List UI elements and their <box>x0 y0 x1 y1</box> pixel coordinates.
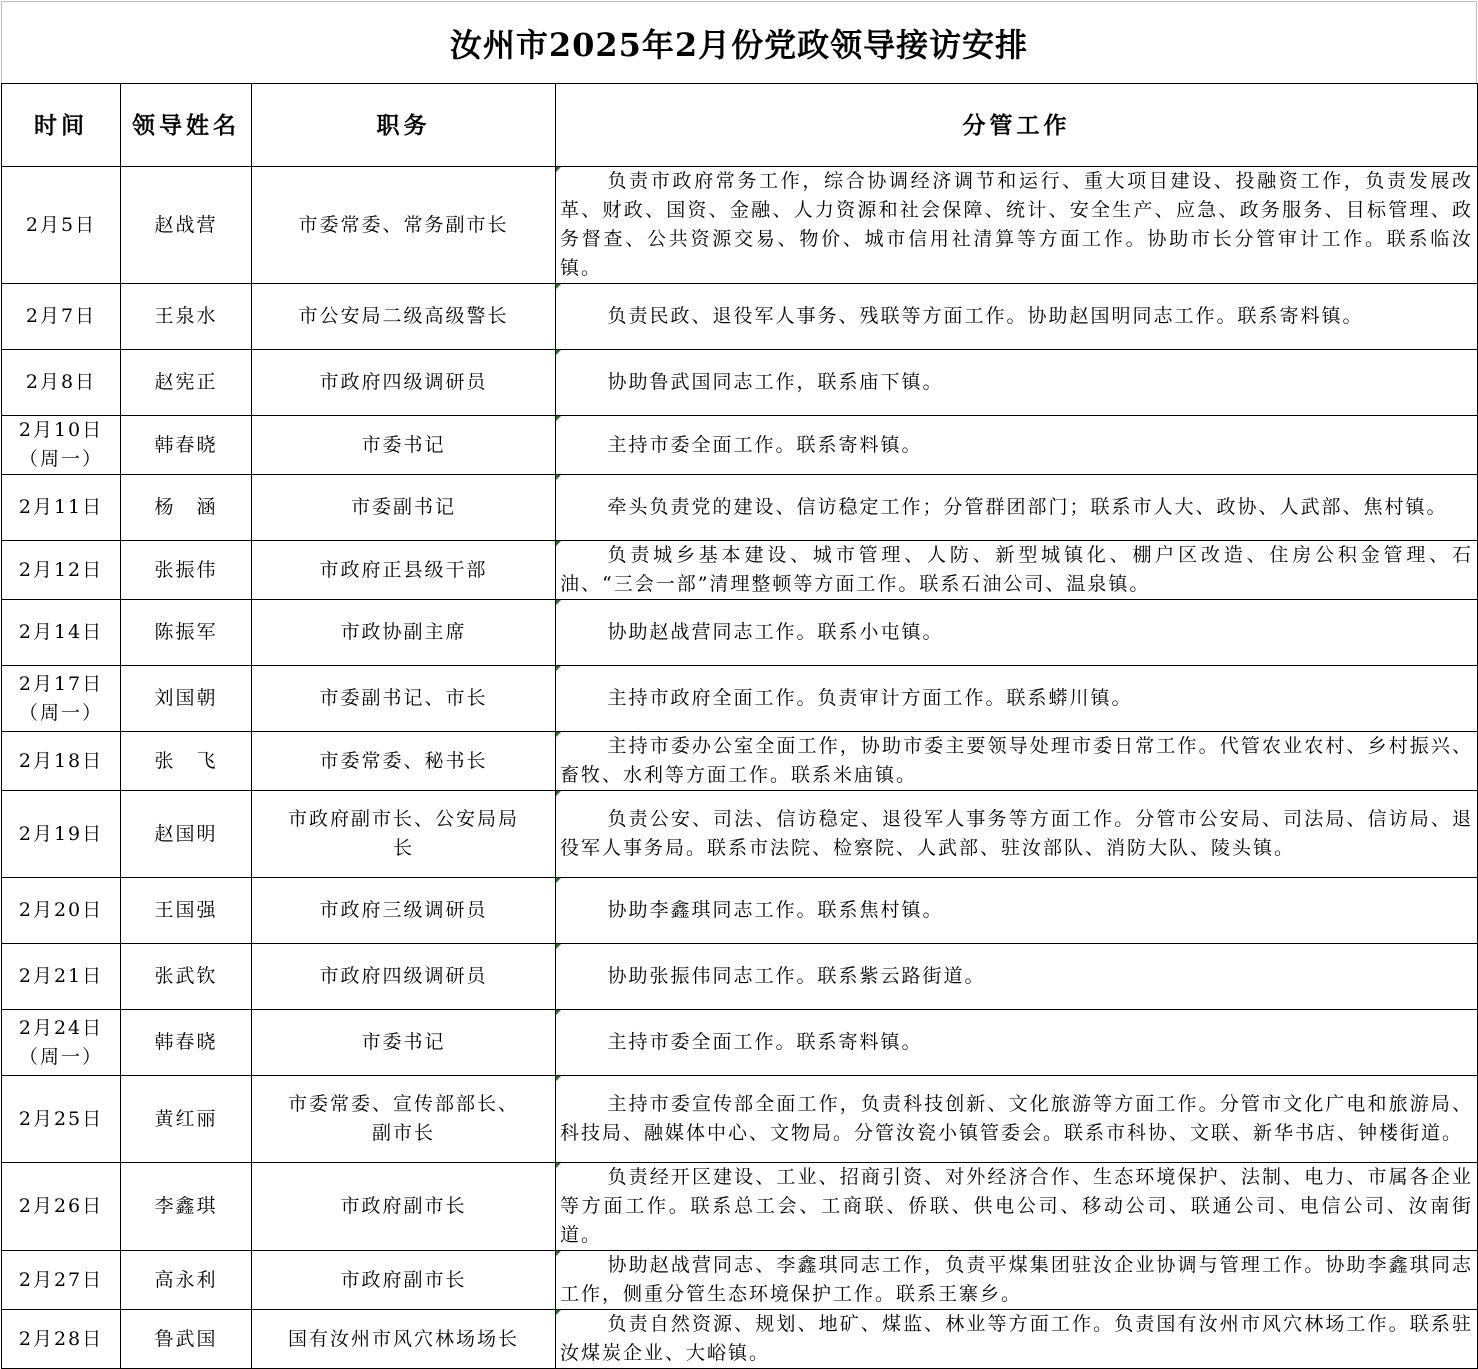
work-cell <box>556 944 1478 1010</box>
work-text: 负责经开区建设、工业、招商引资、对外经济合作、生态环境保护、法制、电力、市属各企业等方面工作。联系总工会、工商联、侨联、供电公司、移动公司、联通公司、电信公司、汝南街道。 <box>560 1166 1473 1246</box>
work-text: 负责公安、司法、信访稳定、退役军人事务等方面工作。分管市公安局、司法局、信访局、退役军人事务局。联系市法院、检察院、人武部、驻汝部队、消防大队、陵头镇。 <box>560 808 1473 859</box>
table-row <box>2 284 1478 350</box>
table-row <box>2 1251 1478 1310</box>
page-title: 汝州市2025年2月份党政领导接访安排 <box>1 1 1477 83</box>
date-text: 2月21日 <box>18 965 104 987</box>
date-text: 2月10日 <box>18 419 104 441</box>
work-cell <box>556 732 1478 791</box>
table-row <box>2 1163 1478 1251</box>
date-text: 2月27日 <box>18 1268 104 1291</box>
date-cell <box>2 416 121 475</box>
position-cell: 市政协副主席 <box>252 600 556 666</box>
work-cell <box>556 666 1478 732</box>
leader-name-cell: 韩春晓 <box>121 1010 252 1076</box>
weekday-text: （周一） <box>18 1045 103 1068</box>
leader-name-cell: 鲁武国 <box>121 1310 252 1369</box>
date-text: 2月12日 <box>18 558 104 581</box>
date-text: 2月26日 <box>18 1195 104 1217</box>
position-cell: 市委副书记 <box>252 475 556 541</box>
date-cell <box>2 541 121 600</box>
date-cell <box>2 1010 121 1076</box>
date-cell <box>2 350 121 416</box>
date-cell <box>2 1251 121 1310</box>
table-row <box>2 944 1478 1010</box>
work-text: 牵头负责党的建设、信访稳定工作；分管群团部门；联系市人大、政协、人武部、焦村镇。 <box>607 496 1448 518</box>
work-text: 主持市委宣传部全面工作，负责科技创新、文化旅游等方面工作。分管市文化广电和旅游局、科技局、融媒体中心、文物局。分管汝瓷小镇管委会。联系市科协、文联、新华书店、钟楼街道。 <box>560 1093 1473 1144</box>
date-cell <box>2 1163 121 1251</box>
leader-name-cell: 高永利 <box>121 1251 252 1310</box>
position-cell: 市委常委、宣传部部长、副市长 <box>252 1076 556 1163</box>
work-cell <box>556 1076 1478 1163</box>
work-text: 主持市委办公室全面工作，协助市委主要领导处理市委日常工作。代管农业农村、乡村振兴、畜牧、水利等方面工作。联系米庙镇。 <box>560 735 1473 786</box>
date-text: 2月28日 <box>18 1327 104 1350</box>
date-cell <box>2 284 121 350</box>
position-cell: 市委常委、秘书长 <box>252 732 556 791</box>
work-text: 协助赵战营同志、李鑫琪同志工作，负责平煤集团驻汝企业协调与管理工作。协助李鑫琪同志工作，侧重分管生态环境保护工作。联系王寨乡。 <box>560 1254 1473 1305</box>
date-cell <box>2 944 121 1010</box>
position-cell: 市政府副市长 <box>252 1163 556 1251</box>
leader-name-cell: 王泉水 <box>121 284 252 350</box>
table-row <box>2 791 1478 878</box>
position-cell: 市委副书记、市长 <box>252 666 556 732</box>
position-cell: 市公安局二级高级警长 <box>252 284 556 350</box>
work-cell <box>556 1310 1478 1369</box>
position-cell: 市政府四级调研员 <box>252 350 556 416</box>
date-text: 2月7日 <box>25 305 97 327</box>
table-row <box>2 475 1478 541</box>
date-cell <box>2 167 121 284</box>
leader-name-cell: 黄红丽 <box>121 1076 252 1163</box>
table-row <box>2 666 1478 732</box>
table-row <box>2 1076 1478 1163</box>
date-text: 2月25日 <box>18 1107 104 1130</box>
header-work: 分管工作 <box>556 84 1478 167</box>
position-cell: 市政府副市长、公安局局长 <box>252 791 556 878</box>
work-text: 负责自然资源、规划、地矿、煤监、林业等方面工作。负责国有汝州市风穴林场工作。联系驻汝煤炭企业、大峪镇。 <box>560 1313 1473 1364</box>
date-text: 2月18日 <box>18 749 104 772</box>
position-cell: 市政府四级调研员 <box>252 944 556 1010</box>
position-cell: 市委常委、常务副市长 <box>252 167 556 284</box>
date-cell <box>2 1310 121 1369</box>
position-cell: 市政府副市长 <box>252 1251 556 1310</box>
work-text: 协助张振伟同志工作。联系紫云路街道。 <box>607 965 986 987</box>
work-cell <box>556 791 1478 878</box>
work-cell <box>556 600 1478 666</box>
leader-name-cell: 赵宪正 <box>121 350 252 416</box>
table-row <box>2 1010 1478 1076</box>
table-row <box>2 350 1478 416</box>
leader-name-cell: 李鑫琪 <box>121 1163 252 1251</box>
work-cell <box>556 350 1478 416</box>
weekday-text: （周一） <box>18 448 103 470</box>
position-cell: 国有汝州市风穴林场场长 <box>252 1310 556 1369</box>
leader-name-cell: 韩春晓 <box>121 416 252 475</box>
work-text: 负责民政、退役军人事务、残联等方面工作。协助赵国明同志工作。联系寄料镇。 <box>607 305 1364 327</box>
header-time: 时间 <box>2 84 121 167</box>
work-text: 主持市政府全面工作。负责审计方面工作。联系蟒川镇。 <box>607 687 1133 709</box>
date-text: 2月17日 <box>18 672 104 695</box>
weekday-text: （周一） <box>18 701 103 724</box>
work-text: 负责城乡基本建设、城市管理、人防、新型城镇化、棚户区改造、住房公积金管理、石油、“三会一部”清理整顿等方面工作。联系石油公司、温泉镇。 <box>560 544 1473 595</box>
work-cell <box>556 1163 1478 1251</box>
date-text: 2月14日 <box>18 621 104 643</box>
date-cell <box>2 732 121 791</box>
work-cell <box>556 167 1478 284</box>
date-text: 2月8日 <box>25 371 97 393</box>
work-cell <box>556 878 1478 944</box>
date-cell <box>2 878 121 944</box>
work-cell <box>556 1010 1478 1076</box>
date-cell <box>2 1076 121 1163</box>
table-row <box>2 732 1478 791</box>
work-text: 协助李鑫琪同志工作。联系焦村镇。 <box>607 899 944 921</box>
position-cell: 市委书记 <box>252 416 556 475</box>
position-cell: 市政府三级调研员 <box>252 878 556 944</box>
leader-name-cell: 王国强 <box>121 878 252 944</box>
work-cell <box>556 475 1478 541</box>
date-text: 2月19日 <box>18 822 104 845</box>
date-text: 2月11日 <box>18 496 104 518</box>
work-text: 协助鲁武国同志工作，联系庙下镇。 <box>607 371 944 393</box>
table-row <box>2 600 1478 666</box>
schedule-rows <box>2 167 1478 1369</box>
work-cell <box>556 416 1478 475</box>
work-text: 协助赵战营同志工作。联系小屯镇。 <box>607 621 944 643</box>
date-cell <box>2 791 121 878</box>
date-cell <box>2 600 121 666</box>
header-name: 领导姓名 <box>121 84 252 167</box>
header-row <box>2 84 1478 167</box>
leader-name-cell: 陈振军 <box>121 600 252 666</box>
leader-name-cell: 赵战营 <box>121 167 252 284</box>
work-cell <box>556 284 1478 350</box>
table-row <box>2 416 1478 475</box>
table-row <box>2 1310 1478 1369</box>
leader-name-cell: 刘国朝 <box>121 666 252 732</box>
date-text: 2月5日 <box>25 213 97 236</box>
leader-name-cell: 张武钦 <box>121 944 252 1010</box>
work-cell <box>556 541 1478 600</box>
table-row <box>2 167 1478 284</box>
header-position: 职务 <box>252 84 556 167</box>
leader-name-cell: 赵国明 <box>121 791 252 878</box>
table-row <box>2 541 1478 600</box>
leader-name-cell: 张振伟 <box>121 541 252 600</box>
work-cell <box>556 1251 1478 1310</box>
table-row <box>2 878 1478 944</box>
work-text: 主持市委全面工作。联系寄料镇。 <box>607 1031 923 1053</box>
work-text: 主持市委全面工作。联系寄料镇。 <box>607 433 923 456</box>
schedule-table <box>1 83 1478 1369</box>
leader-name-cell: 杨 涵 <box>121 475 252 541</box>
date-text: 2月24日 <box>18 1016 104 1039</box>
date-text: 2月20日 <box>18 899 104 921</box>
position-cell: 市委书记 <box>252 1010 556 1076</box>
work-text: 负责市政府常务工作，综合协调经济调节和运行、重大项目建设、投融资工作，负责发展改革、财政、国资、金融、人力资源和社会保障、统计、安全生产、应急、政务服务、目标管理、政务督查、公共资源交易、物价、城市信用社清算等方面工作。协助市长分管审计工作。联系临汝镇。 <box>560 170 1473 279</box>
date-cell <box>2 666 121 732</box>
leader-name-cell: 张 飞 <box>121 732 252 791</box>
position-cell: 市政府正县级干部 <box>252 541 556 600</box>
date-cell <box>2 475 121 541</box>
